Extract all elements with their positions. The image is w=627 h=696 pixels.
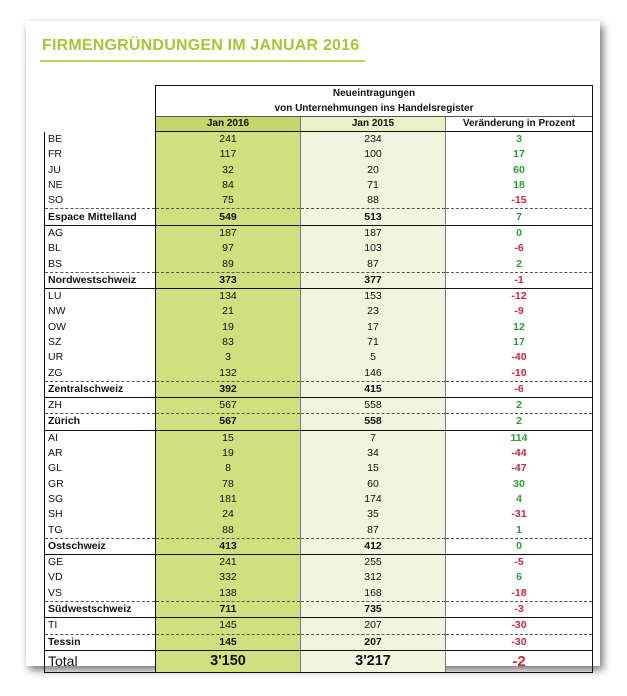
row-label: VS [45,586,156,602]
page-title: FIRMENGRÜNDUNGEN IM JANUAR 2016 [42,37,360,54]
value-jan-2015: 71 [301,335,446,350]
value-jan-2016: 132 [156,365,301,381]
column-header-jan-2015: Jan 2015 [301,117,446,132]
value-jan-2016: 97 [156,241,301,256]
value-jan-2016: 392 [156,381,301,397]
region-subtotal-row [45,381,593,397]
value-jan-2015: 20 [301,163,446,178]
row-label: GE [45,555,156,571]
value-jan-2015: 5 [301,350,446,365]
value-jan-2016: 3 [156,350,301,365]
value-jan-2015: 377 [301,272,446,288]
value-change-percent: -9 [446,304,593,319]
value-jan-2016: 3'150 [156,650,301,672]
value-jan-2016: 89 [156,256,301,272]
value-change-percent: 0 [446,225,593,241]
row-label: Zentralschweiz [45,381,156,397]
value-jan-2016: 549 [156,209,301,225]
value-change-percent: 60 [446,163,593,178]
value-jan-2016: 711 [156,601,301,617]
value-change-percent: 3 [446,132,593,148]
column-header-row [45,117,593,132]
row-label: VD [45,570,156,585]
table-row [45,288,593,304]
table-row [45,163,593,178]
row-label: LU [45,288,156,304]
row-label: SZ [45,335,156,350]
row-label: OW [45,320,156,335]
value-jan-2015: 7 [301,430,446,446]
value-jan-2015: 415 [301,381,446,397]
table-row [45,320,593,335]
value-change-percent: -44 [446,446,593,461]
table-row [45,477,593,492]
row-label: BE [45,132,156,148]
header-line-2: von Unternehmungen ins Handelsregister [274,103,474,114]
value-jan-2016: 332 [156,570,301,585]
table-row [45,193,593,209]
region-subtotal-row [45,209,593,225]
row-label: NE [45,178,156,193]
value-jan-2016: 88 [156,522,301,538]
title-underline [40,60,365,62]
value-jan-2016: 567 [156,398,301,414]
region-subtotal-row [45,634,593,650]
table-row [45,132,593,148]
value-jan-2015: 60 [301,477,446,492]
value-change-percent: -2 [446,650,593,672]
value-change-percent: -10 [446,365,593,381]
value-change-percent: -15 [446,193,593,209]
value-jan-2016: 138 [156,586,301,602]
column-header-jan-2016: Jan 2016 [156,117,301,132]
table-row [45,350,593,365]
row-label: AG [45,225,156,241]
value-jan-2015: 513 [301,209,446,225]
value-jan-2015: 100 [301,147,446,162]
value-change-percent: 6 [446,570,593,585]
row-label: Südwestschweiz [45,601,156,617]
value-jan-2015: 87 [301,522,446,538]
value-change-percent: 2 [446,256,593,272]
value-jan-2015: 234 [301,132,446,148]
value-jan-2016: 145 [156,634,301,650]
value-jan-2016: 241 [156,132,301,148]
row-label: Espace Mittelland [45,209,156,225]
region-subtotal-row [45,414,593,430]
value-jan-2016: 181 [156,492,301,507]
value-jan-2016: 78 [156,477,301,492]
value-change-percent: 12 [446,320,593,335]
table-row [45,618,593,634]
value-jan-2015: 412 [301,538,446,554]
row-label: JU [45,163,156,178]
table-row [45,304,593,319]
value-jan-2015: 174 [301,492,446,507]
value-change-percent: -30 [446,634,593,650]
value-jan-2016: 19 [156,446,301,461]
value-change-percent: -31 [446,507,593,522]
value-jan-2016: 373 [156,272,301,288]
value-change-percent: -18 [446,586,593,602]
table-row [45,225,593,241]
column-header-change-percent: Veränderung in Prozent [446,117,593,132]
total-row [45,650,593,672]
value-change-percent: 114 [446,430,593,446]
row-label: Zürich [45,414,156,430]
value-jan-2015: 207 [301,634,446,650]
document-page [26,21,600,670]
value-change-percent: 18 [446,178,593,193]
value-change-percent: -6 [446,381,593,397]
value-jan-2015: 187 [301,225,446,241]
value-change-percent: 17 [446,335,593,350]
value-change-percent: 17 [446,147,593,162]
row-label: BL [45,241,156,256]
row-label: BS [45,256,156,272]
table-row [45,446,593,461]
table-main-header [156,86,593,117]
row-label: ZH [45,398,156,414]
value-jan-2015: 88 [301,193,446,209]
value-jan-2016: 84 [156,178,301,193]
value-jan-2015: 35 [301,507,446,522]
table-row [45,241,593,256]
value-jan-2015: 153 [301,288,446,304]
value-jan-2016: 8 [156,461,301,476]
header-line-1: Neueintragungen [332,88,416,99]
value-jan-2016: 241 [156,555,301,571]
value-jan-2015: 23 [301,304,446,319]
value-jan-2016: 134 [156,288,301,304]
value-jan-2016: 83 [156,335,301,350]
row-label: AR [45,446,156,461]
value-change-percent: 2 [446,398,593,414]
table-row [45,507,593,522]
value-jan-2016: 117 [156,147,301,162]
value-jan-2015: 34 [301,446,446,461]
value-jan-2015: 735 [301,601,446,617]
table-row [45,430,593,446]
value-jan-2016: 187 [156,225,301,241]
row-label: Nordwestschweiz [45,272,156,288]
table-row [45,555,593,571]
row-label: Tessin [45,634,156,650]
value-jan-2016: 567 [156,414,301,430]
value-jan-2015: 87 [301,256,446,272]
table-row [45,398,593,414]
table-row [45,522,593,538]
row-label: Ostschweiz [45,538,156,554]
value-change-percent: 1 [446,522,593,538]
table-row [45,256,593,272]
value-change-percent: 2 [446,414,593,430]
value-jan-2016: 19 [156,320,301,335]
value-jan-2015: 17 [301,320,446,335]
value-jan-2015: 312 [301,570,446,585]
value-jan-2016: 24 [156,507,301,522]
row-label: GL [45,461,156,476]
value-change-percent: -47 [446,461,593,476]
region-subtotal-row [45,272,593,288]
row-label: TI [45,618,156,634]
value-jan-2015: 71 [301,178,446,193]
value-jan-2015: 558 [301,398,446,414]
row-label: Total [45,650,156,672]
row-label: NW [45,304,156,319]
value-change-percent: -30 [446,618,593,634]
registrations-table [44,85,593,673]
value-jan-2015: 558 [301,414,446,430]
row-label: TG [45,522,156,538]
value-change-percent: -3 [446,601,593,617]
value-jan-2016: 32 [156,163,301,178]
value-jan-2015: 207 [301,618,446,634]
table-header-row [45,86,593,117]
table-row [45,586,593,602]
table-row [45,492,593,507]
row-label: SG [45,492,156,507]
value-change-percent: -12 [446,288,593,304]
table-row [45,570,593,585]
table-row [45,365,593,381]
value-change-percent: 4 [446,492,593,507]
value-jan-2016: 413 [156,538,301,554]
value-jan-2016: 21 [156,304,301,319]
value-change-percent: 30 [446,477,593,492]
region-subtotal-row [45,601,593,617]
row-label: GR [45,477,156,492]
table-row [45,147,593,162]
region-subtotal-row [45,538,593,554]
value-change-percent: -5 [446,555,593,571]
table-row [45,178,593,193]
value-jan-2015: 146 [301,365,446,381]
value-change-percent: -6 [446,241,593,256]
row-label: SH [45,507,156,522]
value-jan-2015: 3'217 [301,650,446,672]
value-jan-2016: 15 [156,430,301,446]
value-change-percent: -40 [446,350,593,365]
value-jan-2015: 255 [301,555,446,571]
row-label: ZG [45,365,156,381]
value-jan-2015: 168 [301,586,446,602]
value-jan-2015: 103 [301,241,446,256]
row-label: SO [45,193,156,209]
value-change-percent: -1 [446,272,593,288]
value-jan-2015: 15 [301,461,446,476]
value-change-percent: 7 [446,209,593,225]
value-jan-2016: 145 [156,618,301,634]
table-row [45,335,593,350]
row-label: FR [45,147,156,162]
row-label: AI [45,430,156,446]
value-change-percent: 0 [446,538,593,554]
row-label: UR [45,350,156,365]
table-row [45,461,593,476]
value-jan-2016: 75 [156,193,301,209]
